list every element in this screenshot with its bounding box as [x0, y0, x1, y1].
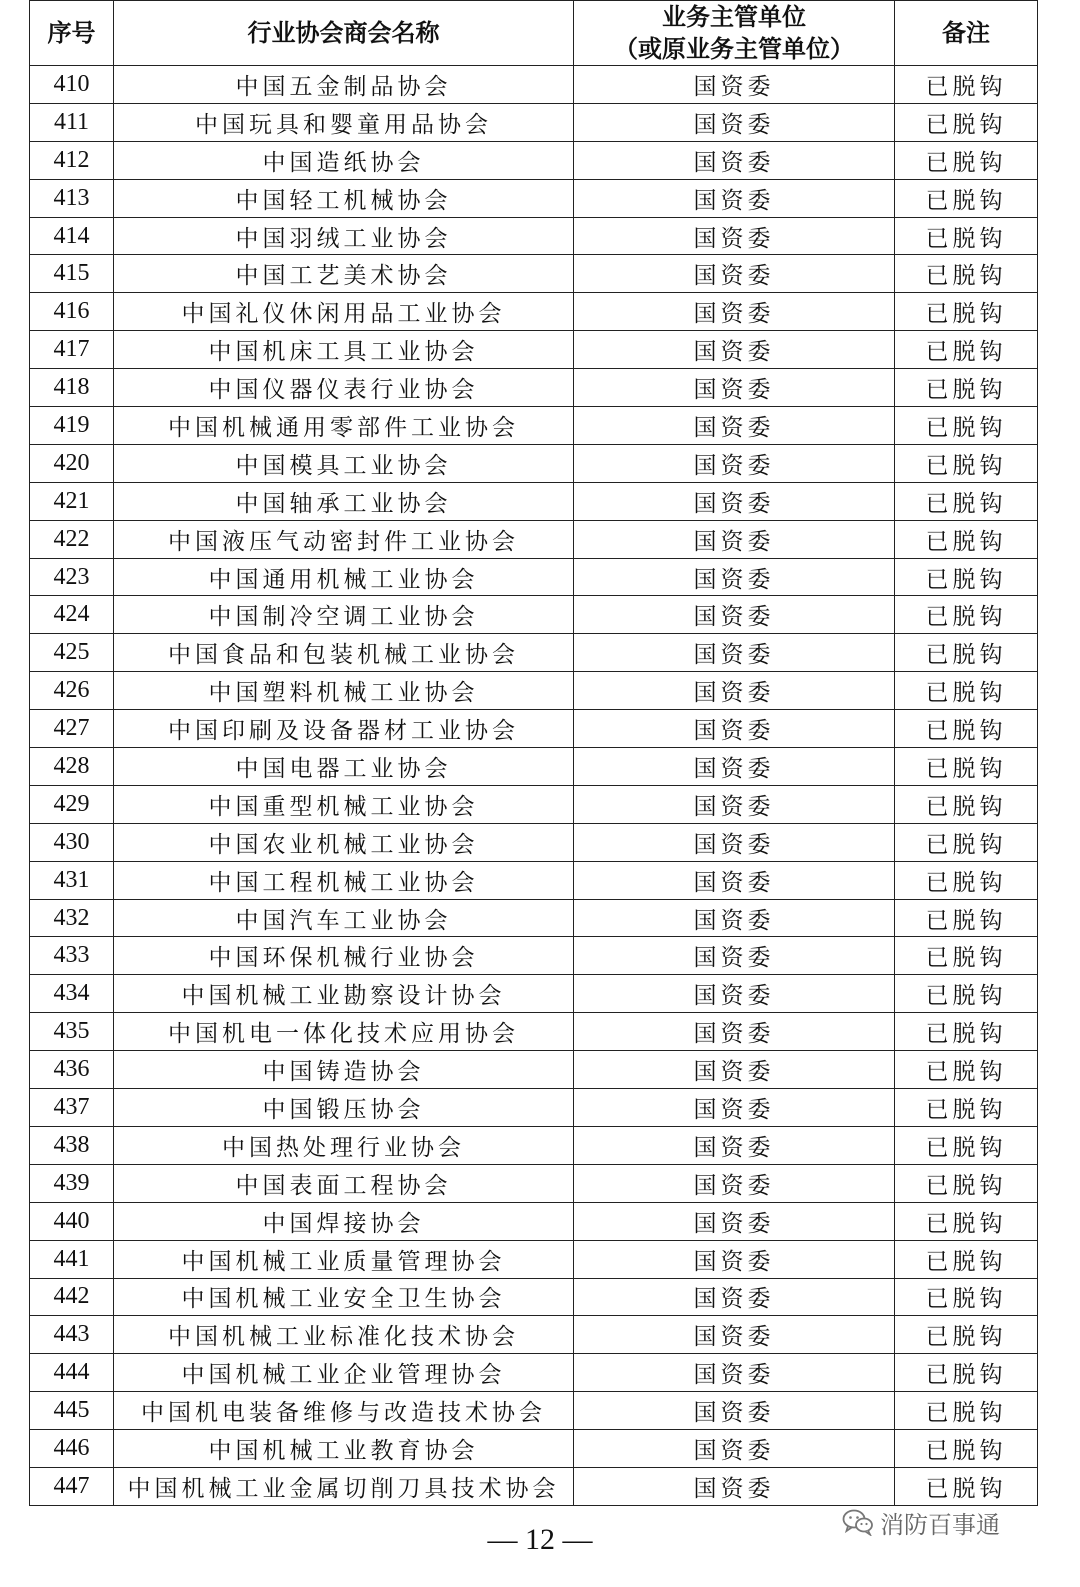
cell-authority: 国资委 [574, 1392, 895, 1430]
cell-name: 中国制冷空调工业协会 [114, 596, 574, 634]
cell-index: 423 [30, 558, 114, 596]
table-row [30, 1278, 1038, 1316]
page-number: — 12 — [487, 1523, 593, 1556]
cell-authority: 国资委 [574, 1240, 895, 1278]
cell-index: 444 [30, 1354, 114, 1392]
cell-name: 中国通用机械工业协会 [114, 558, 574, 596]
watermark [842, 1502, 1000, 1542]
table-row [30, 66, 1038, 104]
cell-authority: 国资委 [574, 558, 895, 596]
cell-remark: 已脱钩 [895, 823, 1038, 861]
cell-name: 中国玩具和婴童用品协会 [114, 103, 574, 141]
cell-name: 中国重型机械工业协会 [114, 785, 574, 823]
cell-remark: 已脱钩 [895, 975, 1038, 1013]
cell-index: 413 [30, 179, 114, 217]
cell-name: 中国汽车工业协会 [114, 899, 574, 937]
cell-name: 中国食品和包装机械工业协会 [114, 634, 574, 672]
cell-name: 中国机械工业金属切削刀具技术协会 [114, 1467, 574, 1505]
table-row [30, 1126, 1038, 1164]
table-row [30, 1089, 1038, 1127]
header-authority [574, 1, 895, 66]
cell-index: 418 [30, 369, 114, 407]
cell-authority: 国资委 [574, 710, 895, 748]
table-row [30, 823, 1038, 861]
association-table [29, 0, 1038, 1506]
cell-index: 411 [30, 103, 114, 141]
cell-remark: 已脱钩 [895, 217, 1038, 255]
cell-index: 428 [30, 748, 114, 786]
cell-index: 433 [30, 937, 114, 975]
table-row [30, 444, 1038, 482]
cell-authority: 国资委 [574, 444, 895, 482]
cell-authority: 国资委 [574, 1202, 895, 1240]
cell-name: 中国热处理行业协会 [114, 1126, 574, 1164]
cell-index: 429 [30, 785, 114, 823]
cell-name: 中国工程机械工业协会 [114, 861, 574, 899]
cell-authority: 国资委 [574, 407, 895, 445]
cell-name: 中国羽绒工业协会 [114, 217, 574, 255]
table-row [30, 1051, 1038, 1089]
cell-name: 中国机械工业勘察设计协会 [114, 975, 574, 1013]
cell-index: 447 [30, 1467, 114, 1505]
cell-index: 434 [30, 975, 114, 1013]
cell-index: 424 [30, 596, 114, 634]
cell-name: 中国机械工业安全卫生协会 [114, 1278, 574, 1316]
cell-remark: 已脱钩 [895, 1126, 1038, 1164]
table-row [30, 141, 1038, 179]
cell-name: 中国表面工程协会 [114, 1164, 574, 1202]
cell-index: 445 [30, 1392, 114, 1430]
cell-index: 431 [30, 861, 114, 899]
cell-remark: 已脱钩 [895, 1202, 1038, 1240]
cell-index: 414 [30, 217, 114, 255]
table-row [30, 179, 1038, 217]
cell-index: 417 [30, 331, 114, 369]
table-row [30, 482, 1038, 520]
cell-name: 中国焊接协会 [114, 1202, 574, 1240]
header-authority-line1: 业务主管单位 [662, 2, 806, 31]
table-row [30, 407, 1038, 445]
cell-remark: 已脱钩 [895, 179, 1038, 217]
table-row [30, 1354, 1038, 1392]
cell-name: 中国造纸协会 [114, 141, 574, 179]
cell-remark: 已脱钩 [895, 1354, 1038, 1392]
cell-authority: 国资委 [574, 1354, 895, 1392]
cell-remark: 已脱钩 [895, 293, 1038, 331]
cell-name: 中国环保机械行业协会 [114, 937, 574, 975]
cell-remark: 已脱钩 [895, 444, 1038, 482]
cell-remark: 已脱钩 [895, 1164, 1038, 1202]
cell-remark: 已脱钩 [895, 482, 1038, 520]
table-row [30, 1240, 1038, 1278]
table-row [30, 1430, 1038, 1468]
table-row [30, 331, 1038, 369]
table-row [30, 217, 1038, 255]
cell-name: 中国机械工业标准化技术协会 [114, 1316, 574, 1354]
cell-remark: 已脱钩 [895, 937, 1038, 975]
table-body [30, 66, 1038, 1506]
cell-remark: 已脱钩 [895, 1051, 1038, 1089]
cell-name: 中国轻工机械协会 [114, 179, 574, 217]
cell-name: 中国机械通用零部件工业协会 [114, 407, 574, 445]
table-row [30, 1467, 1038, 1505]
cell-index: 412 [30, 141, 114, 179]
table-row [30, 596, 1038, 634]
cell-remark: 已脱钩 [895, 66, 1038, 104]
table-row [30, 748, 1038, 786]
cell-authority: 国资委 [574, 103, 895, 141]
cell-remark: 已脱钩 [895, 785, 1038, 823]
cell-remark: 已脱钩 [895, 369, 1038, 407]
cell-name: 中国塑料机械工业协会 [114, 672, 574, 710]
cell-authority: 国资委 [574, 1278, 895, 1316]
cell-index: 446 [30, 1430, 114, 1468]
header-authority-line2: （或原业务主管单位） [614, 34, 854, 63]
cell-name: 中国锻压协会 [114, 1089, 574, 1127]
cell-index: 426 [30, 672, 114, 710]
cell-remark: 已脱钩 [895, 1240, 1038, 1278]
cell-remark: 已脱钩 [895, 141, 1038, 179]
cell-remark: 已脱钩 [895, 1467, 1038, 1505]
cell-index: 438 [30, 1126, 114, 1164]
table-row [30, 937, 1038, 975]
cell-remark: 已脱钩 [895, 255, 1038, 293]
cell-name: 中国铸造协会 [114, 1051, 574, 1089]
cell-index: 430 [30, 823, 114, 861]
cell-authority: 国资委 [574, 823, 895, 861]
cell-index: 443 [30, 1316, 114, 1354]
table-row [30, 558, 1038, 596]
cell-remark: 已脱钩 [895, 1316, 1038, 1354]
cell-authority: 国资委 [574, 1430, 895, 1468]
cell-authority: 国资委 [574, 1051, 895, 1089]
cell-remark: 已脱钩 [895, 748, 1038, 786]
cell-remark: 已脱钩 [895, 672, 1038, 710]
cell-remark: 已脱钩 [895, 331, 1038, 369]
table-row [30, 1392, 1038, 1430]
cell-name: 中国机械工业质量管理协会 [114, 1240, 574, 1278]
cell-authority: 国资委 [574, 1126, 895, 1164]
cell-name: 中国仪器仪表行业协会 [114, 369, 574, 407]
cell-index: 416 [30, 293, 114, 331]
cell-index: 422 [30, 520, 114, 558]
table-row [30, 634, 1038, 672]
cell-name: 中国电器工业协会 [114, 748, 574, 786]
cell-remark: 已脱钩 [895, 1013, 1038, 1051]
header-remark: 备注 [895, 1, 1038, 66]
cell-authority: 国资委 [574, 66, 895, 104]
cell-remark: 已脱钩 [895, 407, 1038, 445]
header-name: 行业协会商会名称 [114, 1, 574, 66]
table-row [30, 710, 1038, 748]
cell-index: 437 [30, 1089, 114, 1127]
table-row [30, 1316, 1038, 1354]
cell-authority: 国资委 [574, 937, 895, 975]
cell-index: 435 [30, 1013, 114, 1051]
cell-name: 中国礼仪休闲用品工业协会 [114, 293, 574, 331]
watermark-text: 消防百事通 [880, 1510, 1000, 1539]
cell-name: 中国机械工业教育协会 [114, 1430, 574, 1468]
cell-index: 425 [30, 634, 114, 672]
cell-index: 442 [30, 1278, 114, 1316]
cell-authority: 国资委 [574, 217, 895, 255]
cell-authority: 国资委 [574, 634, 895, 672]
table-row [30, 255, 1038, 293]
cell-remark: 已脱钩 [895, 1430, 1038, 1468]
table-row [30, 520, 1038, 558]
cell-authority: 国资委 [574, 672, 895, 710]
cell-index: 439 [30, 1164, 114, 1202]
cell-index: 421 [30, 482, 114, 520]
cell-index: 440 [30, 1202, 114, 1240]
cell-remark: 已脱钩 [895, 1392, 1038, 1430]
cell-index: 420 [30, 444, 114, 482]
cell-name: 中国工艺美术协会 [114, 255, 574, 293]
cell-authority: 国资委 [574, 293, 895, 331]
cell-authority: 国资委 [574, 1013, 895, 1051]
cell-authority: 国资委 [574, 255, 895, 293]
cell-remark: 已脱钩 [895, 520, 1038, 558]
cell-name: 中国模具工业协会 [114, 444, 574, 482]
wechat-icon [842, 1508, 874, 1536]
cell-index: 410 [30, 66, 114, 104]
table-row [30, 293, 1038, 331]
table-row [30, 672, 1038, 710]
cell-remark: 已脱钩 [895, 710, 1038, 748]
cell-index: 427 [30, 710, 114, 748]
cell-authority: 国资委 [574, 1089, 895, 1127]
cell-remark: 已脱钩 [895, 103, 1038, 141]
cell-authority: 国资委 [574, 596, 895, 634]
cell-name: 中国轴承工业协会 [114, 482, 574, 520]
cell-remark: 已脱钩 [895, 861, 1038, 899]
cell-index: 419 [30, 407, 114, 445]
table-row [30, 899, 1038, 937]
cell-name: 中国机电装备维修与改造技术协会 [114, 1392, 574, 1430]
cell-authority: 国资委 [574, 179, 895, 217]
cell-index: 436 [30, 1051, 114, 1089]
table-row [30, 369, 1038, 407]
cell-authority: 国资委 [574, 975, 895, 1013]
cell-remark: 已脱钩 [895, 596, 1038, 634]
cell-index: 415 [30, 255, 114, 293]
cell-name: 中国机电一体化技术应用协会 [114, 1013, 574, 1051]
cell-authority: 国资委 [574, 369, 895, 407]
cell-authority: 国资委 [574, 1316, 895, 1354]
cell-name: 中国印刷及设备器材工业协会 [114, 710, 574, 748]
cell-authority: 国资委 [574, 1467, 895, 1505]
table-row [30, 861, 1038, 899]
cell-authority: 国资委 [574, 785, 895, 823]
cell-remark: 已脱钩 [895, 634, 1038, 672]
cell-name: 中国农业机械工业协会 [114, 823, 574, 861]
header-index: 序号 [30, 1, 114, 66]
cell-authority: 国资委 [574, 141, 895, 179]
cell-name: 中国五金制品协会 [114, 66, 574, 104]
cell-index: 432 [30, 899, 114, 937]
table-row [30, 785, 1038, 823]
cell-authority: 国资委 [574, 861, 895, 899]
table-row [30, 103, 1038, 141]
cell-authority: 国资委 [574, 1164, 895, 1202]
table-header-row [30, 1, 1038, 66]
cell-name: 中国机械工业企业管理协会 [114, 1354, 574, 1392]
cell-name: 中国液压气动密封件工业协会 [114, 520, 574, 558]
cell-authority: 国资委 [574, 748, 895, 786]
cell-name: 中国机床工具工业协会 [114, 331, 574, 369]
cell-remark: 已脱钩 [895, 1278, 1038, 1316]
cell-authority: 国资委 [574, 482, 895, 520]
cell-index: 441 [30, 1240, 114, 1278]
table-row [30, 1013, 1038, 1051]
table-row [30, 975, 1038, 1013]
cell-remark: 已脱钩 [895, 1089, 1038, 1127]
table-row [30, 1164, 1038, 1202]
cell-remark: 已脱钩 [895, 558, 1038, 596]
table-row [30, 1202, 1038, 1240]
cell-authority: 国资委 [574, 331, 895, 369]
cell-authority: 国资委 [574, 520, 895, 558]
cell-remark: 已脱钩 [895, 899, 1038, 937]
cell-authority: 国资委 [574, 899, 895, 937]
